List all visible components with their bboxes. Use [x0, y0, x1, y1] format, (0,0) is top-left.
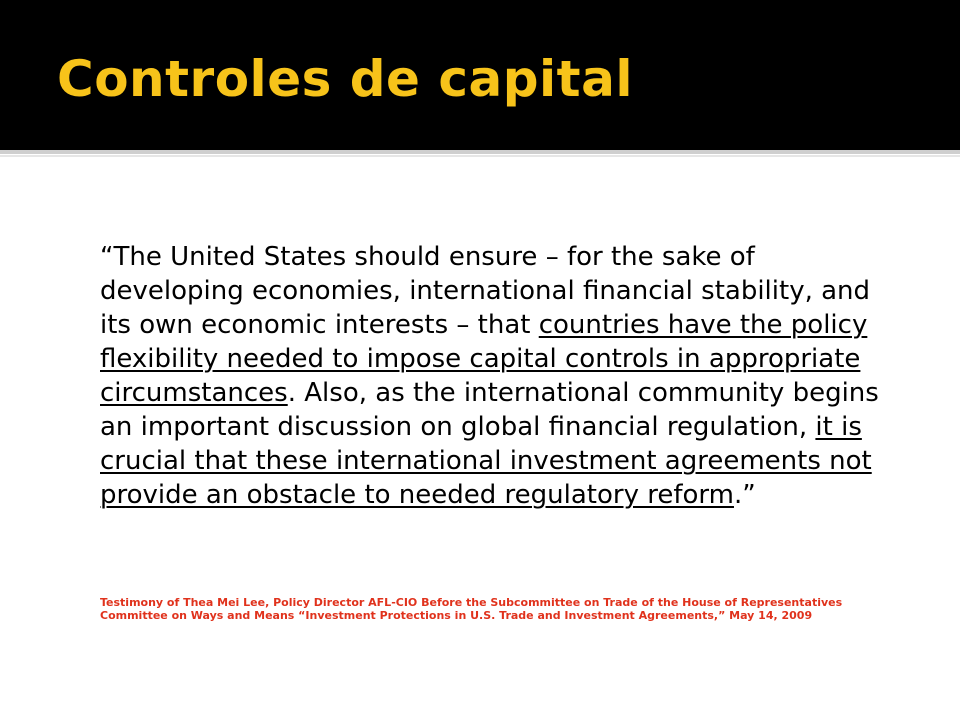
quote-underlined-2: it is crucial that these international investment agreements not provide an obstacle to needed regulatory reform [100, 412, 872, 510]
title-divider-shadow [0, 155, 960, 157]
citation: Testimony of Thea Mei Lee, Policy Director AFL-CIO Before the Subcommittee on Trade of the House of Representatives Committee on Ways and Means “Investment Protections in U.S. Trade and Investment Agreements,” May 14, 2009 [100, 596, 843, 622]
quote-part-2: . Also, as the international community begins an important discussion on global financial regulation, [100, 378, 879, 442]
quote-underlined-1: countries have the policy flexibility needed to impose capital controls in appropriate circumstances [100, 310, 868, 408]
quote-part-3: .” [733, 480, 756, 510]
quote-text [100, 240, 900, 512]
quote-part-1: “The United States should ensure – for the sake of developing economies, international financial stability, and its own economic interests – that [100, 242, 871, 340]
slide-title: Controles de capital [57, 50, 633, 108]
title-divider [0, 150, 960, 154]
title-band [0, 0, 960, 150]
